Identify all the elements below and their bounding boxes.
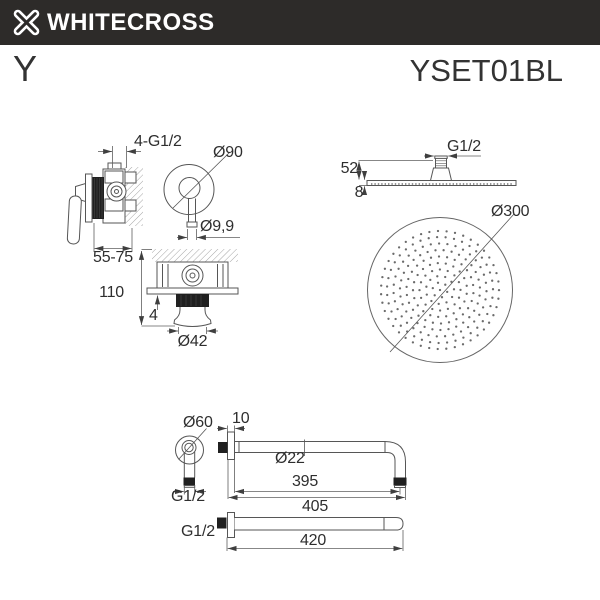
dim-label-head-diameter: Ø300 (491, 203, 530, 220)
dim-label-arm-length-to-bend: 395 (291, 473, 319, 490)
dim-label-plate-thickness: 4 (149, 307, 158, 324)
dim-label-mixer-height: 110 (99, 284, 124, 301)
dim-label-depth-range: 55-75 (93, 249, 133, 266)
dim-label-arm-total-length: 405 (301, 498, 329, 515)
dim-label-arm-thread-wall: G1/2 (181, 523, 215, 540)
dim-label-knob-diameter: Ø42 (177, 333, 208, 350)
dim-label-arm-straight-length: 420 (299, 532, 327, 549)
dim-label-trim-diameter: Ø90 (213, 144, 243, 161)
dim-label-arm-flange-depth: 10 (232, 410, 250, 427)
mixer-side-view (147, 249, 238, 327)
dim-label-mixer-thread: 4-G1/2 (134, 133, 182, 150)
head-side-dimensions (359, 156, 482, 194)
brand-name: WHITECROSS (47, 9, 215, 36)
dim-label-pin-diameter: Ø9,9 (200, 218, 234, 235)
series-title: Y (13, 48, 38, 89)
dim-label-head-plate-thickness: 8 (354, 184, 364, 201)
dim-label-arm-thread-elbow: G1/2 (171, 488, 205, 505)
head-face-view (368, 214, 515, 363)
dim-label-arm-tube-diameter: Ø22 (275, 450, 305, 467)
arm-end-view (173, 429, 207, 495)
dim-label-head-connector-height: 52 (340, 160, 358, 177)
dim-label-head-thread: G1/2 (447, 138, 481, 155)
dim-label-arm-flange-diameter: Ø60 (183, 414, 213, 431)
nozzle-dots (380, 230, 500, 350)
model-number: YSET01BL (409, 53, 563, 88)
